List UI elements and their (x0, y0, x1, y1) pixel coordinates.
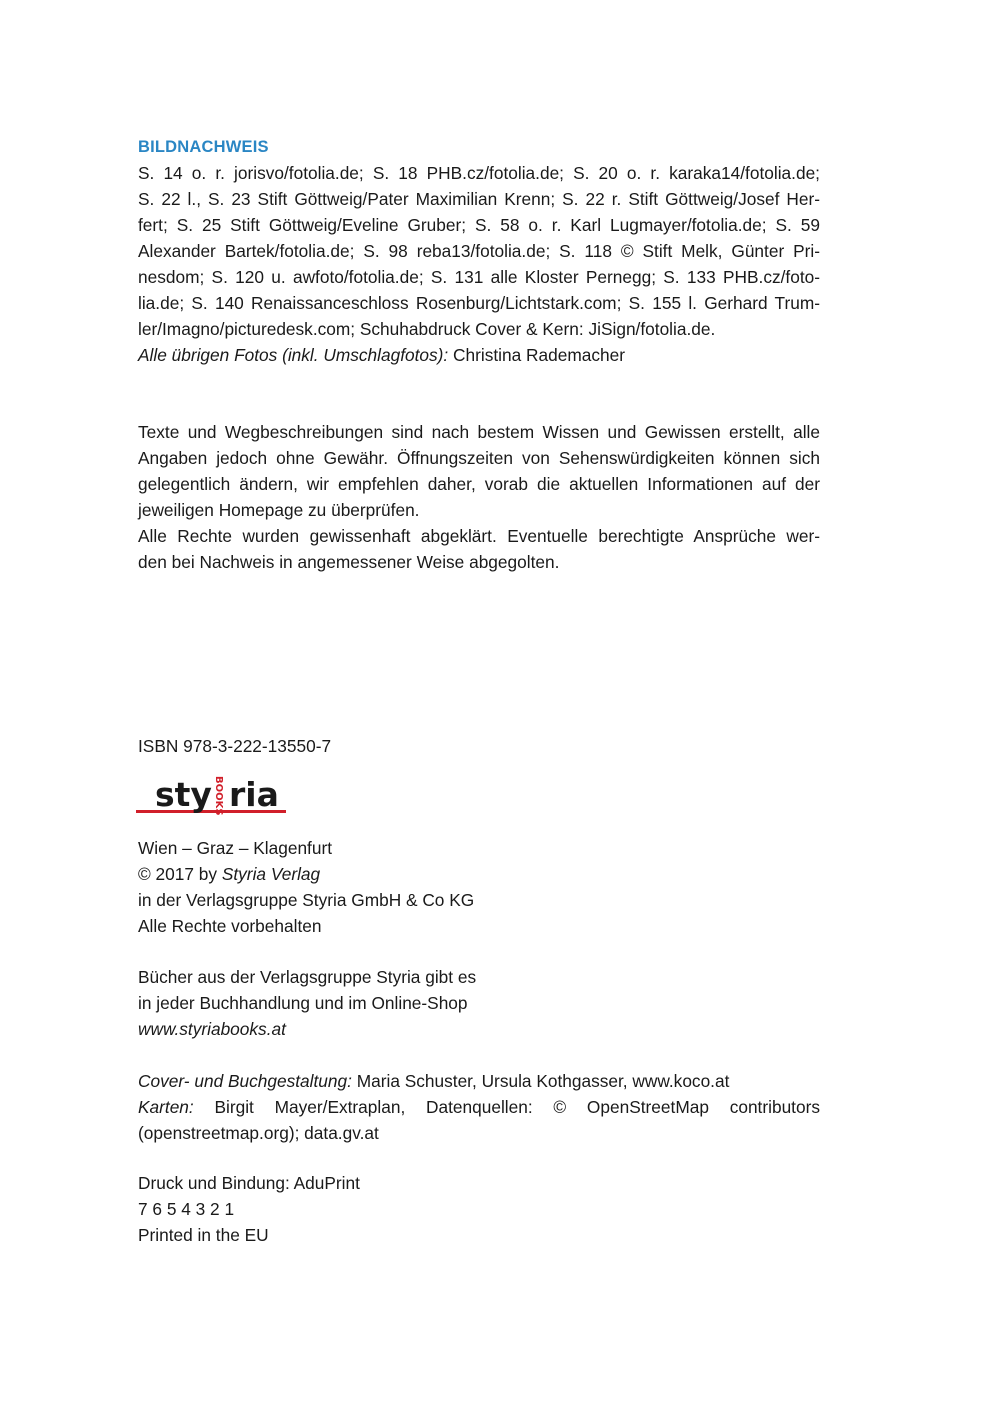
print-number-line: 7 6 5 4 3 2 1 (138, 1199, 235, 1219)
styria-books-logo (136, 772, 288, 818)
credits-line: nesdom; S. 120 u. awfoto/fotolia.de; S. 131 alle Kloster Pernegg; S. 133 PHB.cz/foto- (138, 267, 820, 287)
picture-credits-heading: BILDNACHWEIS (138, 138, 269, 156)
credits-line: ler/Imagno/picturedesk.com; Schuhabdruck Cover & Kern: JiSign/fotolia.de. (138, 319, 716, 339)
print-origin: Printed in the EU (138, 1225, 269, 1245)
design-credits-section (138, 1068, 820, 1146)
disclaimer-line: Texte und Wegbeschreibungen sind nach bestem Wissen und Gewissen erstellt, alle (138, 422, 820, 442)
isbn (138, 733, 820, 759)
credits-other-photos (138, 342, 820, 368)
print-section (138, 1170, 820, 1248)
imprint-rights: Alle Rechte vorbehalten (138, 916, 322, 936)
credits-other-label: Alle übrigen Fotos (inkl. Umschlagfotos): (138, 345, 449, 365)
imprint-group: in der Verlagsgruppe Styria GmbH & Co KG (138, 890, 475, 910)
print-binding: Druck und Bindung: AduPrint (138, 1173, 360, 1193)
cover-design-label: Cover- und Buchgestaltung: (138, 1071, 352, 1091)
credits-line: S. 22 l., S. 23 Stift Göttweig/Pater Maximilian Krenn; S. 22 r. Stift Göttweig/Josef Her- (138, 189, 820, 209)
cover-design-value: Maria Schuster, Ursula Kothgasser, www.koco.at (351, 1071, 730, 1091)
logo-books-vertical: BOOKS (213, 776, 224, 816)
credits-line: fert; S. 25 Stift Göttweig/Eveline Gruber; S. 58 o. r. Karl Lugmayer/fotolia.de; S. 59 (138, 215, 820, 235)
imprint-copyright (138, 861, 820, 887)
stores-section (138, 964, 820, 1042)
website-link: www.styriabooks.at (138, 1019, 286, 1039)
picture-credits-section (138, 134, 820, 368)
disclaimer-line: Angaben jedoch ohne Gewähr. Öffnungszeiten von Sehenswürdigkeiten können sich (138, 448, 820, 468)
imprint-section (138, 835, 820, 939)
maps-credit-continued: (openstreetmap.org); data.gv.at (138, 1123, 379, 1143)
maps-credit (138, 1094, 820, 1120)
stores-line: in jeder Buchhandlung und im Online-Shop (138, 993, 468, 1013)
logo-text-right: ria (229, 775, 279, 814)
credits-line: Alexander Bartek/fotolia.de; S. 98 reba13/fotolia.de; S. 118 © Stift Melk, Günter Pri- (138, 241, 820, 261)
disclaimer-section (138, 419, 820, 575)
cover-design-credit (138, 1068, 820, 1094)
credits-line: lia.de; S. 140 Renaissanceschloss Rosenburg/Lichtstark.com; S. 155 l. Gerhard Trum- (138, 293, 820, 313)
stores-line: Bücher aus der Verlagsgruppe Styria gibt es (138, 967, 477, 987)
disclaimer-line: Alle Rechte wurden gewissenhaft abgeklärt. Eventuelle berechtigte Ansprüche wer- (138, 526, 820, 546)
maps-value: Birgit Mayer/Extraplan, Datenquellen: © OpenStreetMap contributors (193, 1097, 820, 1117)
stores-url (138, 1016, 820, 1042)
disclaimer-line: jeweiligen Homepage zu überprüfen. (138, 500, 420, 520)
disclaimer-line: den bei Nachweis in angemessener Weise abgegolten. (138, 552, 560, 572)
copyright-prefix: © 2017 by (138, 864, 222, 884)
credits-other-name: Christina Rademacher (448, 345, 625, 365)
maps-label: Karten: (138, 1097, 194, 1117)
logo-text-left: sty (155, 775, 212, 814)
imprint-cities: Wien – Graz – Klagenfurt (138, 838, 333, 858)
disclaimer-line: gelegentlich ändern, wir empfehlen daher, vorab die aktuellen Informationen auf der (138, 474, 820, 494)
copyright-publisher: Styria Verlag (221, 864, 321, 884)
isbn-number: ISBN 978-3-222-13550-7 (138, 736, 332, 756)
credits-line: S. 14 o. r. jorisvo/fotolia.de; S. 18 PHB.cz/fotolia.de; S. 20 o. r. karaka14/fotolia.de; (138, 163, 820, 183)
